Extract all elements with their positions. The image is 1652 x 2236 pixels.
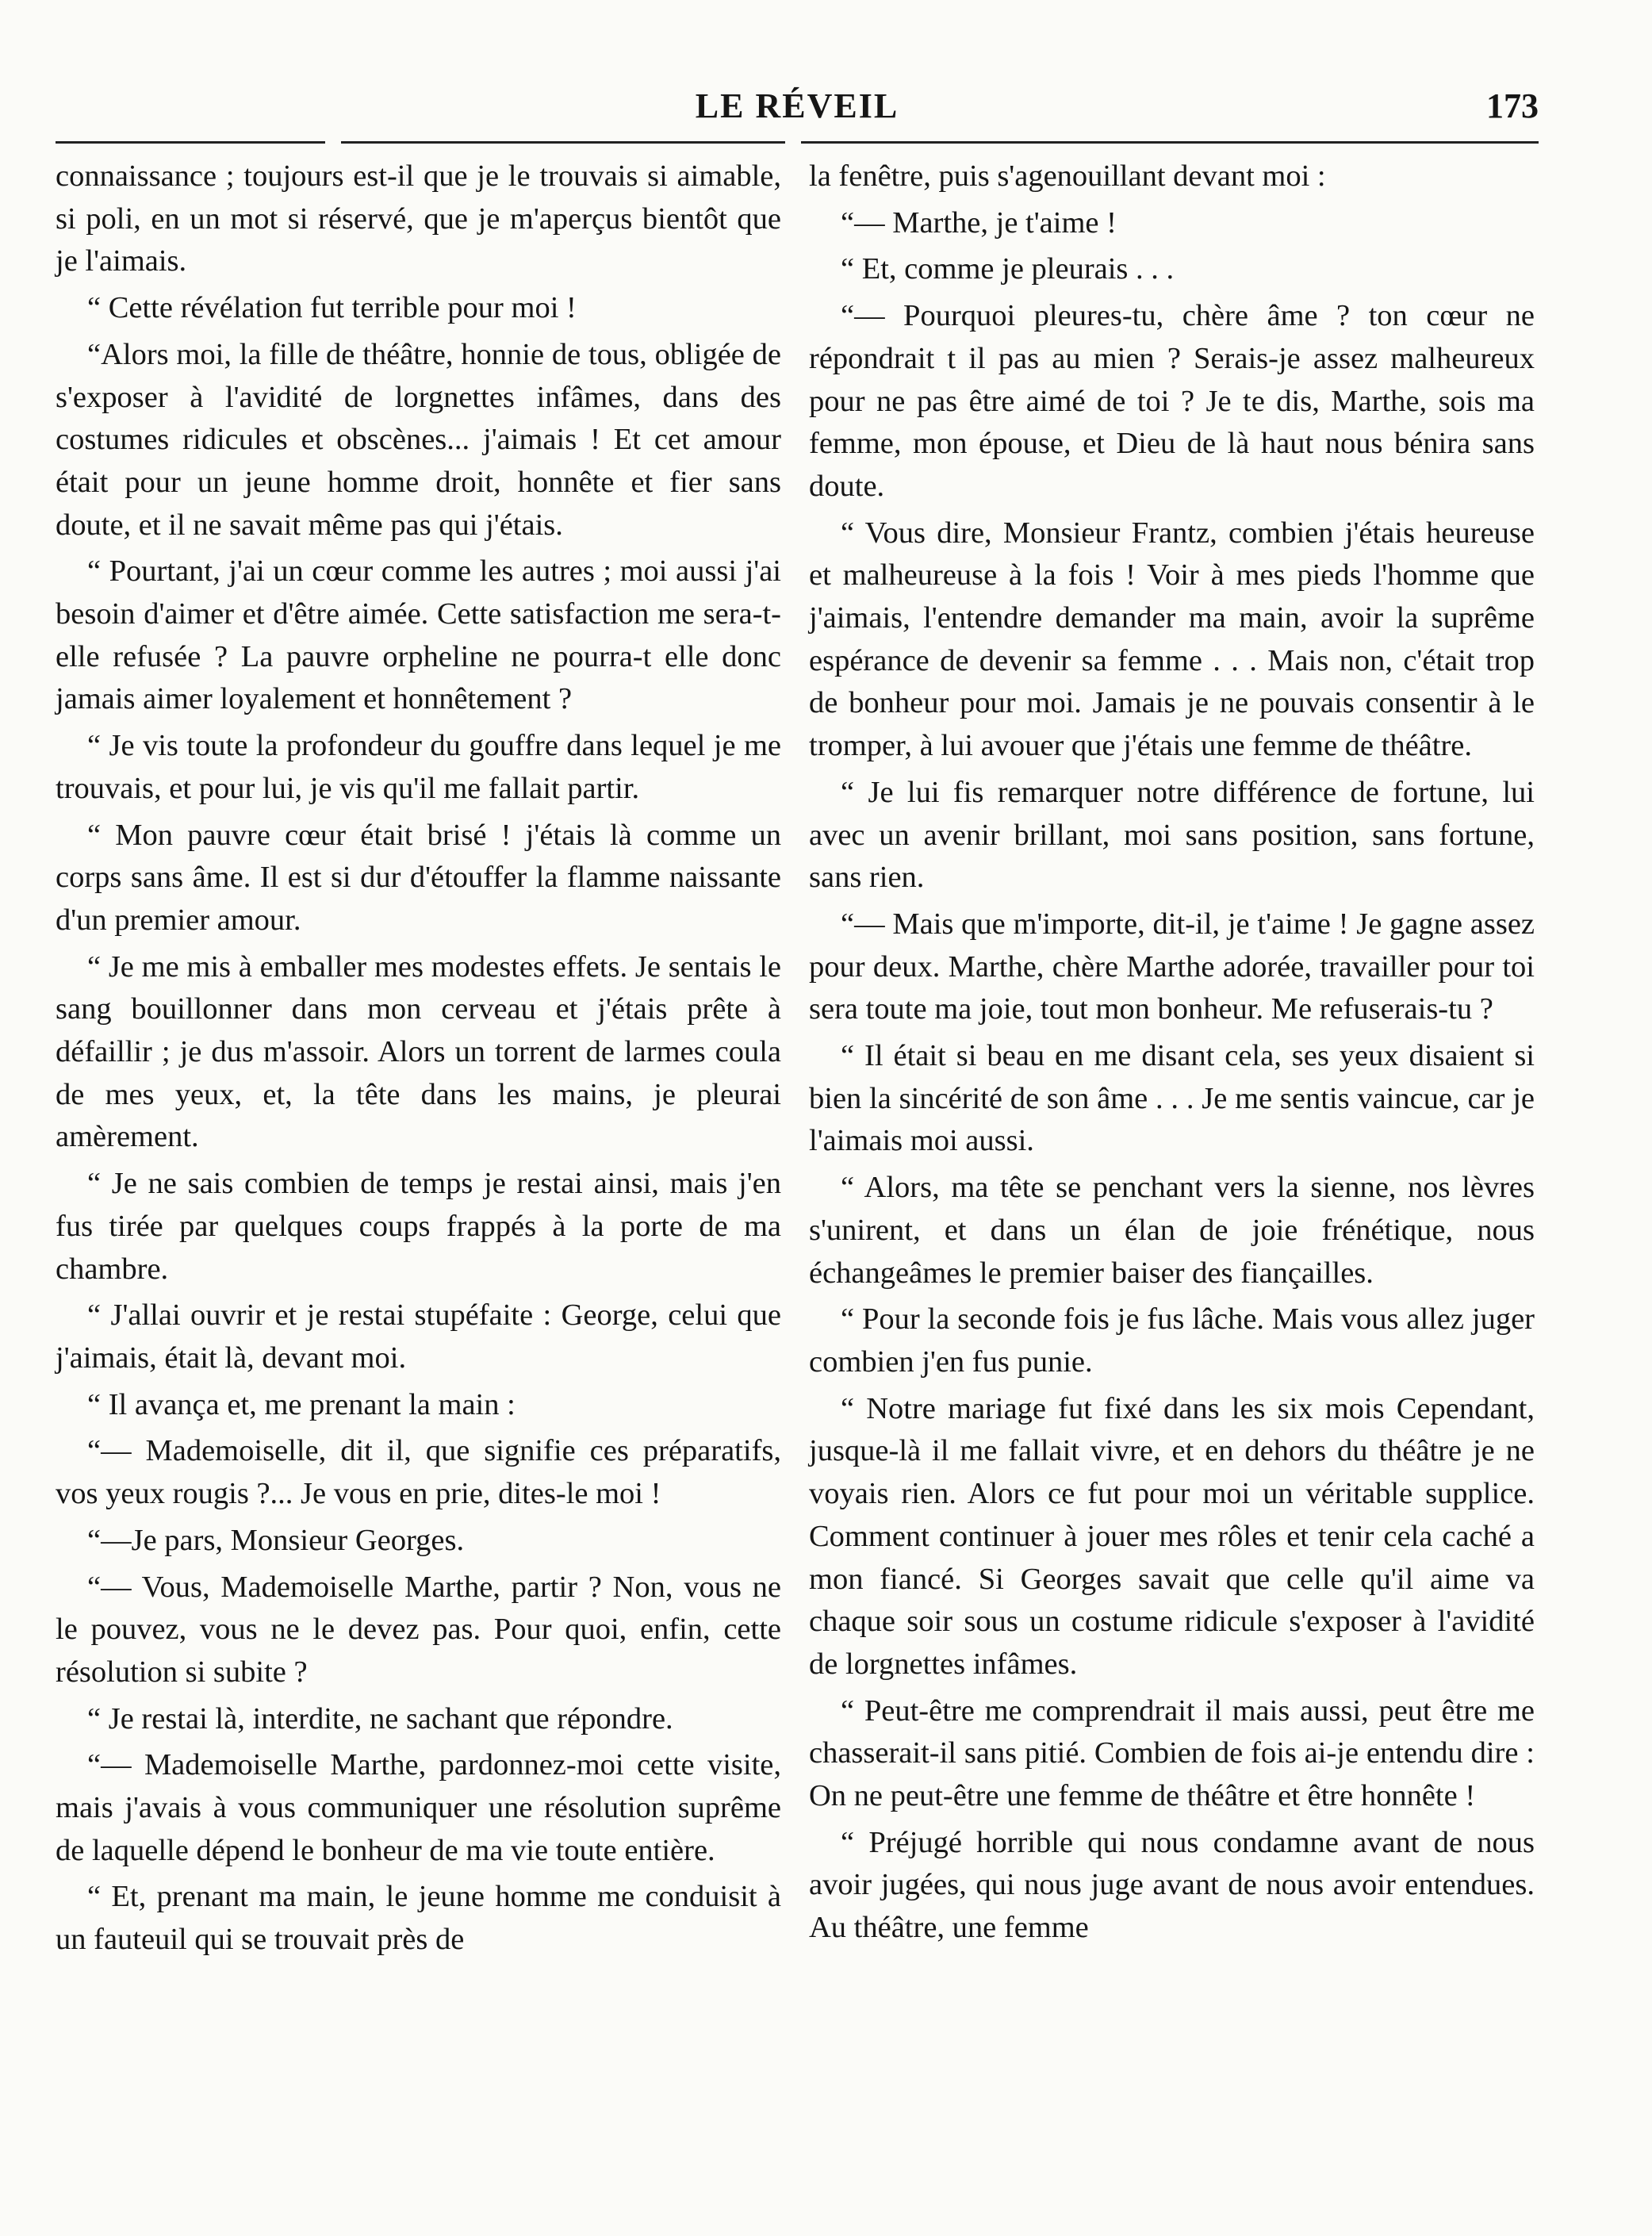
paragraph: “ Alors, ma tête se penchant vers la sienne, nos lèvres s'unirent, et dans un élan de joie frénétique, nous échangeâmes le premier baiser des fiançailles. — [809, 1171, 1535, 1290]
paragraph: “ J'allai ouvrir et je restai stupéfaite : George, celui que j'aimais, était là, devant moi. — [56, 1298, 781, 1375]
paragraph: “ Vous dire, Monsieur Frantz, combien j'étais heureuse et malheureuse à la fois ! Voir à mes pieds l'homme que j'aimais, l'entendre demander ma main, avoir la suprême espérance de devenir sa femme . . . Mais non, c'était trop de bonheur pour moi. Jamais je ne pouvais consentir à le tromper, à lui avouer que j'étais une femme de théâtre. — [809, 516, 1535, 763]
paragraph: “— Vous, Mademoiselle Marthe, partir ? Non, vous ne le pouvez, vous ne le devez pas. Pour quoi, enfin, cette résolution si subite ? — [56, 1570, 781, 1689]
paragraph: “ Mon pauvre cœur était brisé ! j'étais là comme un corps sans âme. Il est si dur d'étouffer la flamme naissante d'un premier amour. — [56, 818, 781, 937]
paragraph: “ Il était si beau en me disant cela, ses yeux disaient si bien la sincérité de son âme . . . Je me sentis vaincue, car je l'aimais moi aussi. — [809, 1039, 1535, 1158]
paragraph: “ Je ne sais combien de temps je restai ainsi, mais j'en fus tirée par quelques coups frappés à la porte de ma chambre. — [56, 1167, 781, 1286]
paragraph: “— Pourquoi pleures-tu, chère âme ? ton cœur ne répondrait t il pas au mien ? Serais-je assez malheureux pour ne pas être aimé de toi ? Je te dis, Marthe, sois ma femme, mon épouse, et Dieu de là haut nous bénira sans doute. — [809, 299, 1535, 503]
paragraph: “ Je restai là, interdite, ne sachant que répondre. — [87, 1701, 673, 1735]
paragraph: la fenêtre, puis s'agenouillant devant moi : — [809, 159, 1326, 193]
paragraph: “ Préjugé horrible qui nous condamne avant de nous avoir jugées, qui nous juge avant de nous avoir entendues. Au théâtre, une femme — [809, 1825, 1535, 1945]
paragraph: “ Pourtant, j'ai un cœur comme les autres ; moi aussi j'ai besoin d'aimer et d'être aimée. Cette satisfaction me sera-t-elle refusée ? La pauvre orpheline ne pourra-t elle donc jamais aimer loyalement et honnêtement ? — [56, 554, 781, 716]
header-rule-middle — [341, 141, 785, 144]
paragraph: connaissance ; toujours est-il que je le trouvais si aimable, si poli, en un mot si réservé, que je m'aperçus bientôt que je l'aimais. — [56, 159, 781, 278]
text-column-left — [56, 155, 781, 1966]
paragraph: “ Peut-être me comprendrait il mais aussi, peut être me chasserait-il sans pitié. Combien de fois ai-je entendu dire : On ne peut-être une femme de théâtre et être honnête ! — [809, 1693, 1535, 1813]
page-header — [56, 86, 1539, 133]
paragraph: “Alors moi, la fille de théâtre, honnie de tous, obligée de s'exposer à l'avidité de lorgnettes infâmes, dans des costumes ridicules et obscènes... j'aimais ! Et cet amour était pour un jeune homme droit, honnête et fier sans doute, et il ne savait même pas qui j'étais. — [56, 337, 781, 542]
paragraph: “— Mais que m'importe, dit-il, je t'aime ! Je gagne assez pour deux. Marthe, chère Marthe adorée, travailler pour toi sera toute ma joie, tout mon bonheur. Me refuserais-tu ? — [809, 907, 1535, 1026]
paragraph: “ Et, comme je pleurais . . . — [841, 252, 1175, 286]
page-number: 173 — [1486, 86, 1539, 125]
paragraph: “ Notre mariage fut fixé dans les six mois Cependant, jusque-là il me fallait vivre, et en dehors du théâtre je ne voyais rien. Alors ce fut pour moi un véritable supplice. Comment continuer à jouer mes rôles et tenir cela caché a mon fiancé. Si Georges savait que celle qu'il aime va chaque soir sous un costume ridicule s'exposer à l'avidité de lorgnettes infâmes. — [809, 1391, 1535, 1681]
paragraph: “ Je vis toute la profondeur du gouffre dans lequel je me trouvais, et pour lui, je vis qu'il me fallait partir. — [56, 729, 781, 805]
paragraph: “ Cette révélation fut terrible pour moi ! — [87, 291, 577, 325]
paragraph: “ Et, prenant ma main, le jeune homme me conduisit à un fauteuil qui se trouvait près de — [56, 1880, 781, 1957]
paragraph: “—Je pars, Monsieur Georges. — [87, 1523, 465, 1557]
paragraph: “ Je me mis à emballer mes modestes effets. Je sentais le sang bouillonner dans mon cerveau et j'étais prête à défaillir ; je dus m'assoir. Alors un torrent de larmes coula de mes yeux, et, la tête dans les mains, je pleurai amèrement. — [56, 949, 781, 1154]
paragraph: “ Pour la seconde fois je fus lâche. Mais vous allez juger combien j'en fus punie. — [809, 1302, 1535, 1379]
header-rule-left — [56, 141, 325, 144]
paragraph: “— Marthe, je t'aime ! — [841, 205, 1117, 240]
paragraph: “ Il avança et, me prenant la main : — [87, 1387, 516, 1421]
paragraph: “— Mademoiselle, dit il, que signifie ces préparatifs, vos yeux rougis ?... Je vous en prie, dites-le moi ! — [56, 1434, 781, 1511]
journal-title: LE RÉVEIL — [695, 86, 899, 125]
text-column-right — [809, 155, 1535, 1954]
paragraph: “ Je lui fis remarquer notre différence de fortune, lui avec un avenir brillant, moi sans position, sans fortune, sans rien. — [809, 775, 1535, 895]
header-rule-right — [801, 141, 1539, 144]
paragraph: “— Mademoiselle Marthe, pardonnez-moi cette visite, mais j'avais à vous communiquer une résolution suprême de laquelle dépend le bonheur de ma vie toute entière. — [56, 1748, 781, 1867]
